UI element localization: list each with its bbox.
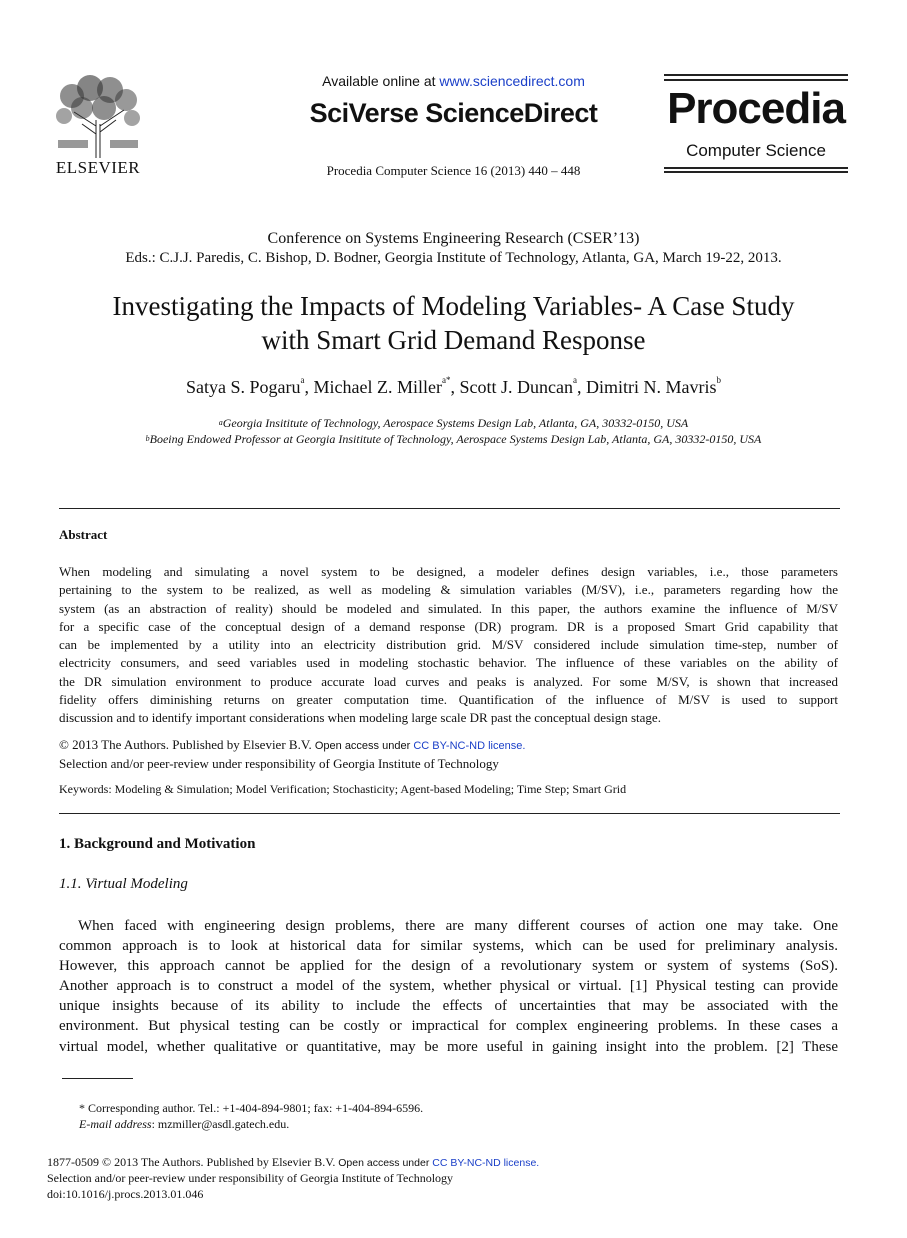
body-line: When faced with engineering design problems, there are many different courses of action one may take. One xyxy=(78,918,838,934)
footer-doi: doi:10.1016/j.procs.2013.01.046 xyxy=(47,1187,204,1201)
procedia-subtitle: Computer Science xyxy=(686,141,826,160)
abstract-line: When modeling and simulating a novel system to be designed, a modeler defines design variables, i.e., those parameters xyxy=(59,564,838,579)
body-line: However, this approach cannot be applied for the design of a revolutionary system or system of systems (SoS). xyxy=(59,958,838,975)
keywords: Keywords: Modeling & Simulation; Model Verification; Stochasticity; Agent-based Modeling; Time Step; Smart Grid xyxy=(59,782,627,796)
procedia-wordmark: Procedia xyxy=(667,84,845,133)
sciencedirect-link[interactable]: www.sciencedirect.com xyxy=(439,73,585,89)
available-online-prefix: Available online at xyxy=(322,73,440,89)
abstract-line: electricity consumers, and seed variables used in modeling stochastic behavior. The influence of these variables on the ability of xyxy=(59,655,838,671)
affiliation-a: $^a$Georgia Insititute of Technology, Aerospace Systems Design Lab, Atlanta, GA, 30332-0150, USA xyxy=(218,416,689,430)
abstract-body xyxy=(59,563,838,728)
abstract-line: system (as an abstraction of reality) should be modeled and simulated. In this paper, the authors examine the influence of M/SV xyxy=(59,600,838,616)
abstract-copyright: © 2013 The Authors. Published by Elsevier B.V. Open access under CC BY-NC-ND license. xyxy=(59,737,526,752)
footer-peer-review: Selection and/or peer-review under responsibility of Georgia Institute of Technology xyxy=(47,1171,454,1185)
journal-citation: Procedia Computer Science 16 (2013) 440 – 448 xyxy=(326,163,581,178)
footnote-rule xyxy=(62,1078,133,1079)
author: Dimitri N. Mavris$^b$ xyxy=(585,375,721,397)
section-heading: 1. Background and Motivation xyxy=(59,836,256,852)
body-text xyxy=(59,916,838,1057)
abstract-bottom-rule xyxy=(59,813,840,814)
body-line: Another approach is to construct a model of the system, whether physical or virtual. [1] Physical testing can provide xyxy=(59,978,838,995)
body-line: unique insights because of its ability to include the effects of uncertainties that may be associated with the xyxy=(59,998,838,1015)
abstract-line: can be implemented by a utility into an electricity distribution grid. M/SV considered include simulation time-step, number of xyxy=(59,637,838,653)
abstract-line: the DR simulation environment to produce accurate load curves and peaks is analyzed. For some M/SV, is shown that increased xyxy=(59,673,838,689)
affiliation-b: $^b$Boeing Endowed Professor at Georgia Insititute of Technology, Aerospace Systems Design Lab, Atlanta, GA, 30332-0150, USA xyxy=(145,432,762,446)
body-line: environment. But physical testing can be costly or impractical for complex engineering problems. In these cases a xyxy=(59,1018,838,1035)
abstract-heading: Abstract xyxy=(59,527,108,542)
author-list xyxy=(0,377,907,398)
elsevier-wordmark: ELSEVIER xyxy=(55,158,141,177)
abstract-line: for a specific case of the conceptual design of a demand response (DR) program. DR is a proposed Smart Grid capability that xyxy=(59,618,838,634)
body-line: common approach is to look at historical data for similar systems, which can be used for preliminary analysis. xyxy=(59,938,838,955)
abstract-peer-review: Selection and/or peer-review under responsibility of Georgia Institute of Technology xyxy=(59,756,499,771)
author: Scott J. Duncan$^a$, xyxy=(459,375,586,397)
abstract-line: discussion and to identify important considerations when modeling large scale DR past the conceptual design stage. xyxy=(59,710,661,726)
license-link[interactable]: CC BY-NC-ND license. xyxy=(413,740,526,752)
abstract-line: pertaining to the system to be realized, as well as modeling & simulation variables (M/SV), i.e., parameters regarding how the xyxy=(59,582,838,598)
paper-title-line2: with Smart Grid Demand Response xyxy=(261,325,646,355)
abstract-top-rule xyxy=(59,508,840,509)
paper-title xyxy=(0,289,907,357)
body-line: virtual model, whether qualitative or quantitative, may be more useful in gaining insight into the problem. [2] These xyxy=(59,1038,838,1055)
sciverse-title: SciVerse ScienceDirect xyxy=(309,98,598,128)
procedia-logo-box xyxy=(664,74,848,174)
footer-license-link[interactable]: CC BY-NC-ND license. xyxy=(432,1157,540,1169)
author: Michael Z. Miller$^{a*}$, xyxy=(313,375,460,397)
footnote-email: E-mail address: mzmiller@asdl.gatech.edu. xyxy=(79,1117,290,1131)
footer-issn: 1877-0509 © 2013 The Authors. Published by Elsevier B.V. Open access under CC BY-NC-ND license. xyxy=(47,1155,540,1169)
subsection-heading: 1.1. Virtual Modeling xyxy=(59,876,188,892)
paper-title-line1: Investigating the Impacts of Modeling Variables- A Case Study xyxy=(112,291,795,321)
affiliations xyxy=(0,415,907,447)
conference-name: Conference on Systems Engineering Research (CSER’13) xyxy=(267,230,640,247)
conference-editors: Eds.: C.J.J. Paredis, C. Bishop, D. Bodner, Georgia Institute of Technology, Atlanta, GA, March 19-22, 2013. xyxy=(125,250,782,266)
author: Satya S. Pogaru$^a$, xyxy=(186,375,314,397)
abstract-line: fidelity offers diminishing returns on greater computation time. Quantification of the influence of M/SV is used to support xyxy=(59,692,838,708)
footnote-corresponding: * Corresponding author. Tel.: +1-404-894-9801; fax: +1-404-894-6596. xyxy=(79,1101,424,1115)
